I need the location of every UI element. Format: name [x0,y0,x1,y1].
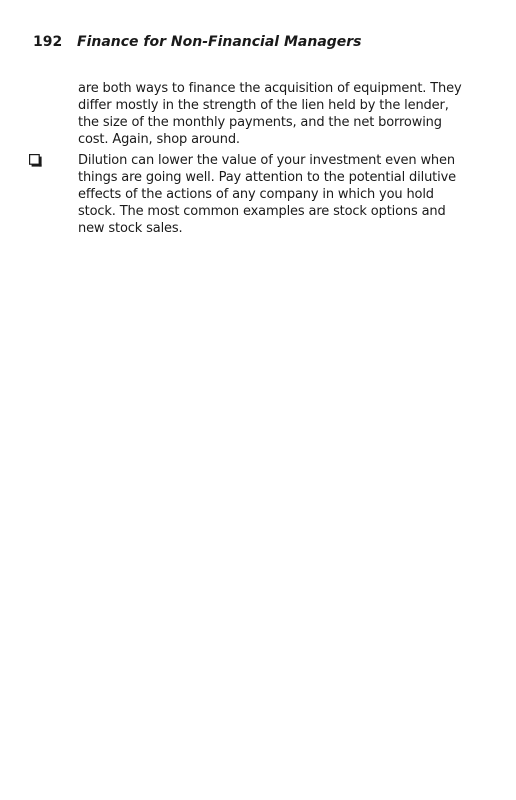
bullet-text [78,152,470,237]
text-line: differ mostly in the strength of the lien held by the lender, [78,98,449,113]
text-line: are both ways to finance the acquisition of equipment. They [78,81,462,96]
page-number: 192 [33,34,63,50]
text-line: Dilution can lower the value of your investment even when [78,153,455,168]
text-line: new stock sales. [78,221,183,236]
continued-paragraph [78,80,470,148]
text-line: stock. The most common examples are stock options and [78,204,446,219]
book-title: Finance for Non-Financial Managers [77,34,362,50]
text-line: the size of the monthly payments, and the net borrowing [78,115,442,130]
running-head [33,33,362,51]
bullet-list-item [78,152,470,237]
body-text [78,80,470,237]
text-line: cost. Again, shop around. [78,132,240,147]
text-line: effects of the actions of any company in which you hold [78,187,434,202]
text-line: things are going well. Pay attention to the potential dilutive [78,170,456,185]
checkbox-icon [29,154,42,167]
